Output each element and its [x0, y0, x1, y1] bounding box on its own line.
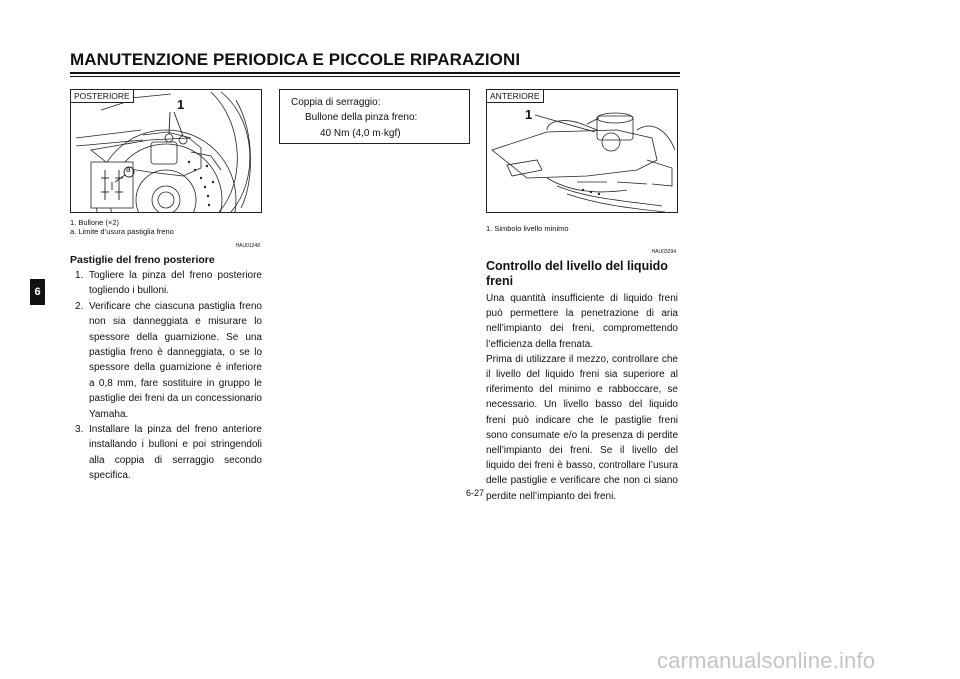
step-number: 1.: [75, 270, 84, 281]
front-brake-figure: [486, 89, 678, 213]
step-number: 3.: [75, 424, 84, 436]
page-title: MANUTENZIONE PERIODICA E PICCOLE RIPARAZIONI: [70, 50, 521, 69]
front-figure-caption: [486, 224, 676, 233]
callout-1: 1: [525, 107, 533, 122]
figure-label-rear: POSTERIORE: [71, 90, 134, 103]
header-rule-thin: [70, 76, 680, 77]
callout-1: 1: [177, 97, 185, 112]
step-text: Installare la pinza del freno anteriore installando i bulloni e poi stringendoli alla coppia di serraggio secondo specifica.: [89, 424, 262, 482]
step-text: Togliere la pinza del freno posteriore togliendo i bulloni.: [89, 270, 262, 297]
caption-line: 1. Bullone (×2): [70, 218, 119, 227]
caption-line: 1. Simbolo livello minimo: [486, 224, 569, 233]
torque-item: Bullone della pinza freno:: [305, 112, 418, 123]
figure-label-front: ANTERIORE: [487, 90, 544, 103]
header-rule: [70, 72, 680, 74]
reference-code: HAU01248: [235, 243, 260, 249]
page-number: 6-27: [466, 488, 485, 498]
chapter-tab: 6: [30, 279, 45, 305]
step-item: [70, 268, 262, 299]
paragraph: Una quantità insufficiente di liquido freni può permettere la penetrazione di aria nell’impianto dei freni, compromettendo l’efficienza della frenata.: [486, 293, 678, 350]
torque-value: 40 Nm (4,0 m·kgf): [320, 128, 401, 139]
steps-list: [70, 268, 262, 484]
step-text: Verificare che ciascuna pastiglia freno non sia danneggiata e misurare lo spessore della guarnizione. Se una pastiglia freno è danneggiata, o se lo spessore della guarnizione è inferiore a 0,8 mm, fare sostituire in gruppo le pastiglie dei freni da un concessionario Yamaha.: [89, 300, 262, 420]
reference-code: HAU03294: [651, 249, 676, 255]
front-brake-illustration: [487, 90, 677, 212]
caption-line: a. Limite d’usura pastiglia freno: [70, 227, 174, 236]
section-title-fluid: Controllo del livello del liquido freni: [486, 259, 668, 288]
step-number: 2.: [75, 300, 84, 312]
paragraph: Prima di utilizzare il mezzo, controllare che il livello del liquido freni sia superiore al riferimento del minimo e rabboccare, se necessario. Un livello basso del liquido freni può indicare che le pastiglie freni sono consumate e/o la presenza di perdite nell’impianto dei freni. Se il livello del liquido dei freni è basso, controllare l’usura delle pastiglie e verificare che non ci siano perdite nell’impianto dei freni.: [486, 353, 678, 502]
torque-heading: Coppia di serraggio:: [291, 97, 381, 108]
step-item: [70, 422, 262, 484]
fluid-body-text: [486, 291, 678, 504]
section-title-pads: Pastiglie del freno posteriore: [70, 254, 215, 266]
rear-brake-illustration: [71, 90, 261, 212]
watermark-text: carmanualsonline.info: [657, 648, 876, 673]
step-item: [70, 299, 262, 422]
callout-a: a: [126, 165, 131, 174]
torque-spec-box: [279, 89, 470, 144]
rear-figure-caption: [70, 218, 260, 236]
rear-brake-figure: [70, 89, 262, 213]
